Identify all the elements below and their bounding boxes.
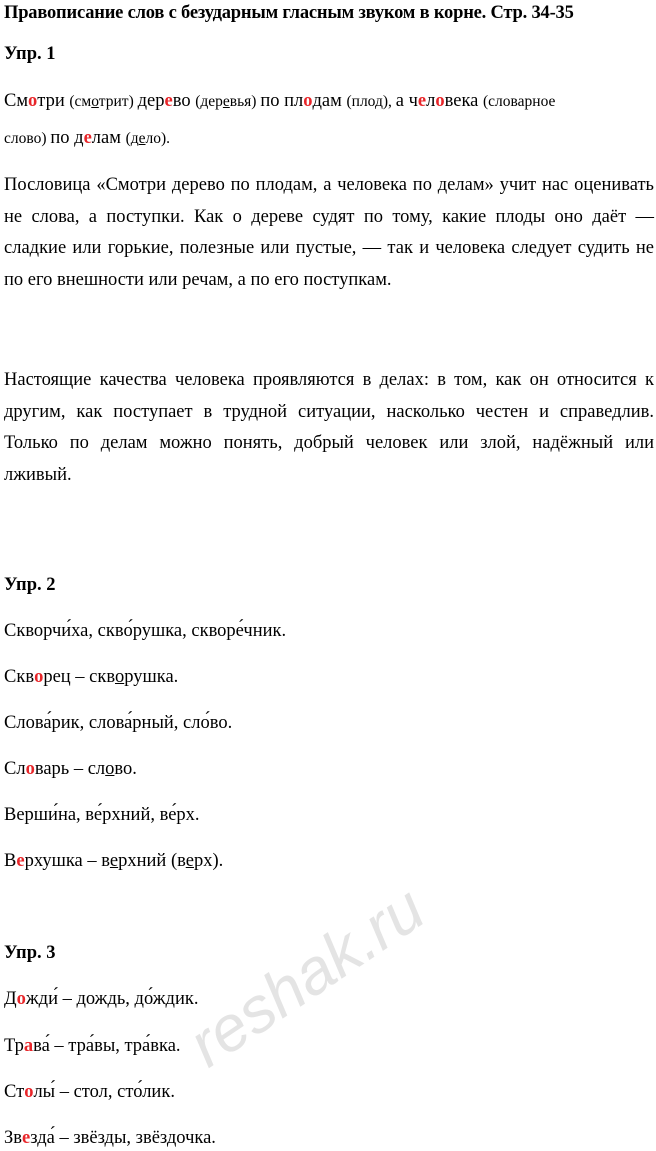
text-run: дер xyxy=(137,91,165,111)
watermark: reshak.ru xyxy=(175,871,437,1081)
highlighted-vowel: о xyxy=(28,91,38,111)
text-run: ва́ – тра́вы, тра́вка. xyxy=(33,1036,181,1056)
highlighted-vowel: е xyxy=(164,91,173,111)
text-run: зда́ – звёзды, звёздочка. xyxy=(30,1128,216,1148)
highlighted-vowel: е xyxy=(16,851,25,871)
underlined-vowel: о xyxy=(91,93,99,110)
text-run: ло). xyxy=(145,130,171,147)
text-run: рушка. xyxy=(124,667,179,687)
exercise-1-paragraph-1: Пословица «Смотри дерево по плодам, а человека по делам» учит нас оценивать не слова, а поступки. Как о дереве судят по тому, какие плоды оно даёт — сладкие или горькие, полезные или пустые, — так и человека следует судить не по его внешности или речам, а по его поступкам. xyxy=(4,175,654,290)
exercise-1-answer-line-2 xyxy=(4,128,170,149)
text-run: слово) xyxy=(4,130,51,147)
text-run: (д xyxy=(125,130,139,147)
highlighted-vowel: е xyxy=(417,91,427,111)
text-run: рхний (в xyxy=(118,851,186,871)
text-run: во. xyxy=(114,759,137,779)
text-run: во xyxy=(172,91,196,111)
text-run: варь – сл xyxy=(34,759,106,779)
underlined-vowel: е xyxy=(222,93,230,110)
text-run: по пл xyxy=(260,91,304,111)
text-run: Ст xyxy=(4,1082,25,1102)
exercise-3-heading: Упр. 3 xyxy=(4,943,56,963)
text-run: по д xyxy=(50,128,84,148)
exercise-1-paragraph-2: Настоящие качества человека проявляются в делах: в том, как он относится к другим, как поступает в трудной ситуации, насколько честен и справедлив. Только по делам можно понять, добрый человек или злой, надёжный или лживый. xyxy=(4,370,654,485)
text-run: Д xyxy=(4,989,17,1009)
exercise-2-line xyxy=(4,667,178,688)
highlighted-vowel: о xyxy=(16,989,26,1009)
highlighted-vowel: о xyxy=(303,91,313,111)
exercise-2-line xyxy=(4,621,286,642)
exercise-2-heading: Упр. 2 xyxy=(4,575,56,595)
highlighted-vowel: о xyxy=(34,667,44,687)
text-run: Верши́на, ве́рхний, ве́рх. xyxy=(4,805,200,825)
text-run: Слова́рик, слова́рный, сло́во. xyxy=(4,713,233,733)
text-run: Сл xyxy=(4,759,26,779)
text-run: трит) xyxy=(98,93,138,110)
text-run: века xyxy=(444,91,484,111)
text-run: См xyxy=(4,91,29,111)
exercise-2-line xyxy=(4,851,223,872)
exercise-3-line xyxy=(4,989,198,1010)
text-run: дам xyxy=(312,91,347,111)
text-run: (плод), xyxy=(346,93,396,110)
text-run: а ч xyxy=(395,91,418,111)
text-run: лы́ – стол, сто́лик. xyxy=(33,1082,175,1102)
text-run: (словарное xyxy=(483,93,556,110)
highlighted-vowel: о xyxy=(435,91,445,111)
highlighted-vowel: е xyxy=(22,1128,31,1148)
text-run: вья) xyxy=(229,93,261,110)
underlined-vowel: е xyxy=(138,130,146,147)
underlined-vowel: е xyxy=(109,851,119,871)
highlighted-vowel: а xyxy=(23,1036,34,1056)
text-run: Зв xyxy=(4,1128,23,1148)
underlined-vowel: о xyxy=(105,759,115,779)
text-run: В xyxy=(4,851,17,871)
text-run: Скв xyxy=(4,667,35,687)
text-run: Тр xyxy=(4,1036,24,1056)
text-run: л xyxy=(426,91,436,111)
text-run: лам xyxy=(91,128,126,148)
text-run: (см xyxy=(69,93,92,110)
exercise-1-heading: Упр. 1 xyxy=(4,44,56,64)
highlighted-vowel: о xyxy=(24,1082,34,1102)
exercise-2-line xyxy=(4,713,232,734)
highlighted-vowel: е xyxy=(83,128,92,148)
text-run: Скворчи́ха, скво́рушка, скворе́чник. xyxy=(4,621,287,641)
exercise-2-line xyxy=(4,805,200,826)
text-run: жди́ – дождь, до́ждик. xyxy=(25,989,199,1009)
exercise-3-line xyxy=(4,1128,216,1149)
underlined-vowel: е xyxy=(185,851,194,871)
text-run: (дер xyxy=(195,93,223,110)
exercise-1-answer-line-1 xyxy=(4,91,555,112)
exercise-3-line xyxy=(4,1036,181,1057)
page-title: Правописание слов с безударным гласным звуком в корне. Стр. 34-35 xyxy=(4,3,574,23)
text-run: рхушка – в xyxy=(24,851,110,871)
exercise-2-line xyxy=(4,759,137,780)
text-run: рец – скв xyxy=(43,667,115,687)
underlined-vowel: о xyxy=(114,667,125,687)
exercise-3-line xyxy=(4,1082,175,1103)
text-run: рх). xyxy=(193,851,224,871)
highlighted-vowel: о xyxy=(25,759,35,779)
text-run: три xyxy=(37,91,70,111)
